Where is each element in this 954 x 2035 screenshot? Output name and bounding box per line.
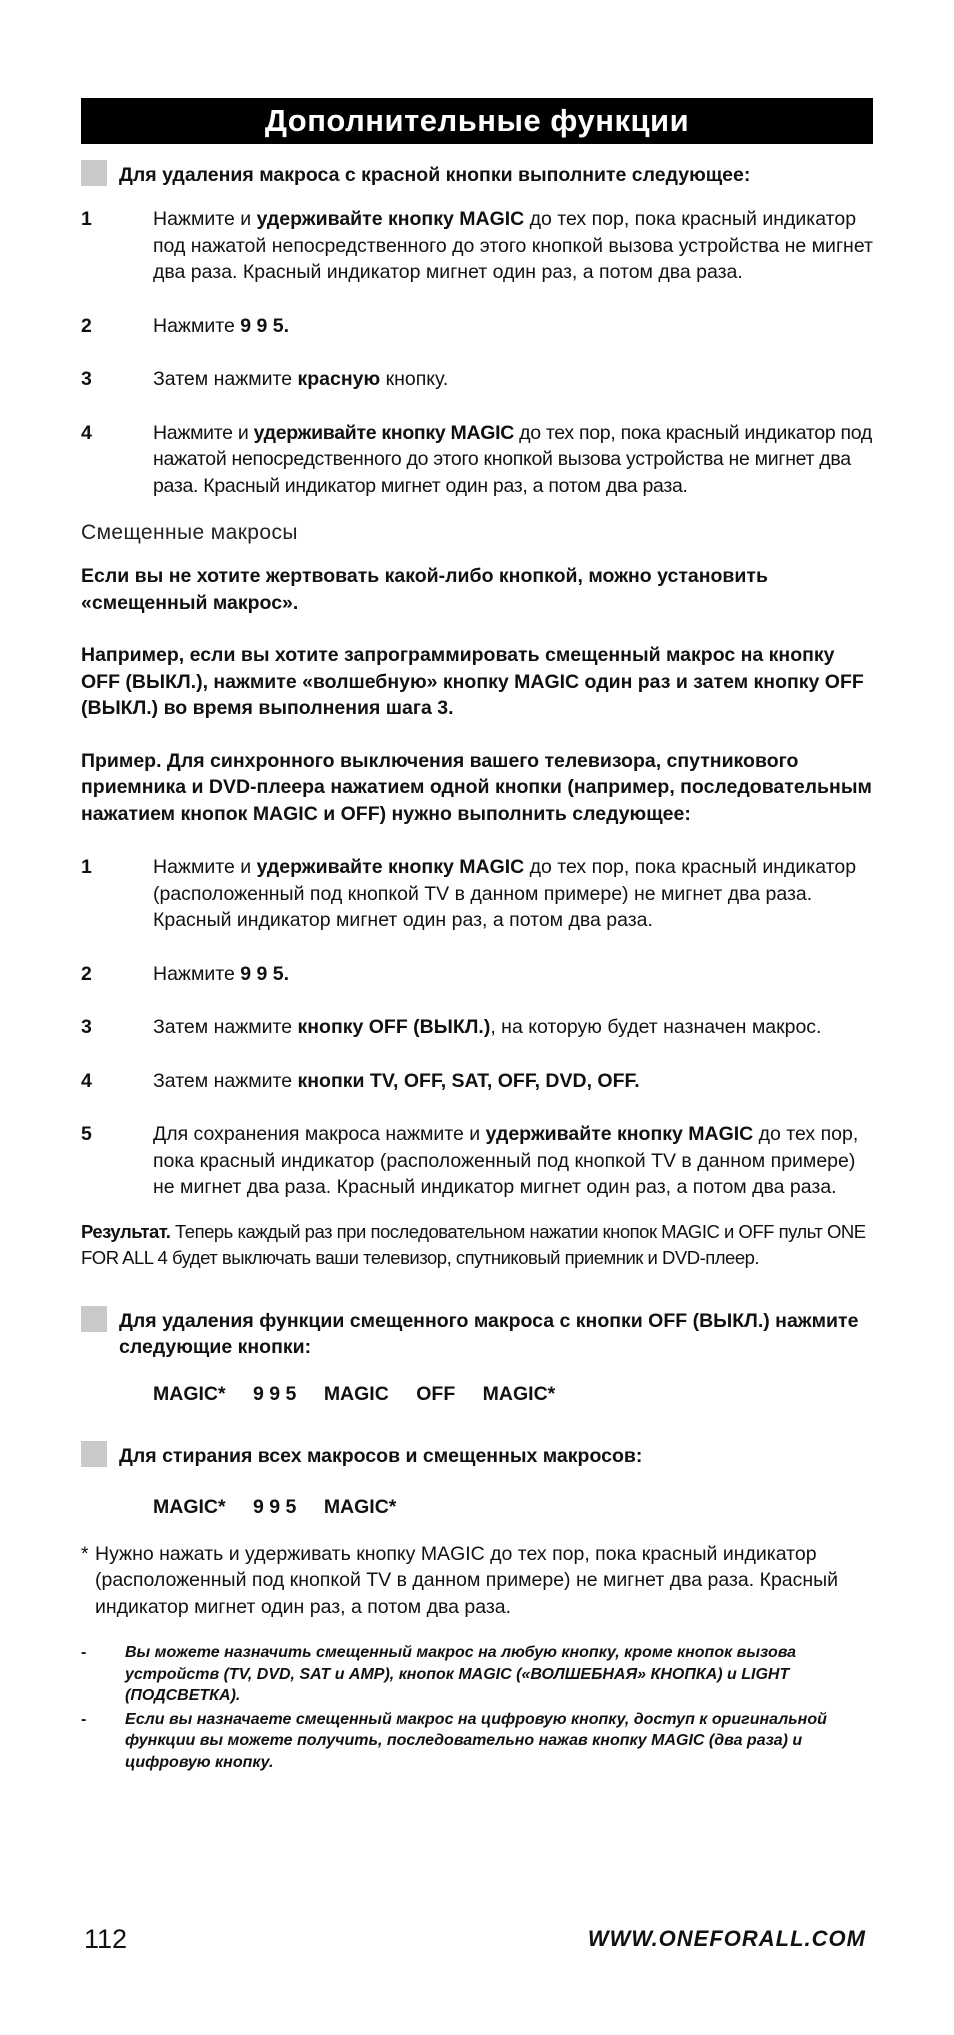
tip-item: - Вы можете назначить смещенный макрос на любую кнопку, кроме кнопок вызова устройств (TV, DVD, SAT и AMP), кнопок MAGIC («ВОЛШЕБНАЯ» КНОПКА) и LIGHT (ПОДСВЕТКА). [81, 1644, 797, 1704]
erase-all-heading: Для стирания всех макросов и смещенных макросов: [81, 1443, 873, 1469]
tips-list [81, 1642, 873, 1773]
sequence-key: 9 9 5 [253, 1495, 297, 1518]
result-paragraph [81, 1219, 873, 1271]
square-bullet-icon [81, 1441, 107, 1467]
section-banner [81, 98, 873, 144]
sequence-key: MAGIC* [153, 1382, 226, 1405]
result-text: Теперь каждый раз при последовательном нажатии кнопок MAGIC и OFF пульт ONE FOR ALL 4 будет выключать ваши телевизор, спутниковый приемник и DVD-плеер. [81, 1220, 866, 1268]
step-item: 5 Для сохранения макроса нажмите и удерживайте кнопку MAGIC до тех пор, пока красный индикатор (расположенный под кнопкой TV в данном примере) не мигнет два раза. Красный индикатор мигнет один раз, а потом два раза. [81, 1123, 859, 1198]
delete-red-heading: Для удаления макроса с красной кнопки выполните следующее: [81, 162, 873, 188]
step-item: 4 Нажмите и удерживайте кнопку MAGIC до тех пор, пока красный индикатор под нажатой непосредственного до этого кнопкой вызова устройства не мигнет два раза. Красный индикатор мигнет один раз, а потом два раза. [81, 421, 872, 497]
sequence-key: MAGIC* [153, 1495, 226, 1518]
step-item: 1 Нажмите и удерживайте кнопку MAGIC до тех пор, пока красный индикатор под нажатой непосредственного до этого кнопкой вызова устройства не мигнет два раза. Красный индикатор мигнет один раз, а потом два раза. [81, 208, 873, 283]
sequence-key: OFF [416, 1382, 456, 1405]
sequence-key: MAGIC* [323, 1495, 397, 1518]
erase-all-sequence [81, 1496, 873, 1519]
square-bullet-icon [81, 1306, 107, 1332]
page-number: 112 [84, 1924, 128, 1954]
shifted-steps [81, 854, 873, 1201]
section-subtitle: Смещенные макросы [81, 521, 298, 544]
example-paragraph-2: Пример. Для синхронного выключения вашего телевизора, спутникового приемника и DVD-плеера нажатием одной кнопки (например, последовательным нажатием кнопок MAGIC и OFF) нужно выполнить следующее: [81, 749, 872, 825]
step-item: 2 Нажмите 9 9 5. [81, 962, 290, 985]
result-label: Результат. [81, 1220, 171, 1242]
step-item: 3 Затем нажмите кнопку OFF (ВЫКЛ.), на которую будет назначен макрос. [81, 1016, 822, 1038]
step-item: 3 Затем нажмите красную кнопку. [81, 368, 449, 390]
sequence-key: 9 9 5 [253, 1382, 297, 1405]
footnote [81, 1541, 873, 1621]
square-bullet-icon [81, 160, 107, 186]
footnote-asterisk: * [81, 1542, 89, 1565]
step-item: 1 Нажмите и удерживайте кнопку MAGIC до тех пор, пока красный индикатор (расположенный под кнопкой TV в данном примере) не мигнет два раза. Красный индикатор мигнет один раз, а потом два раза. [81, 856, 857, 931]
delete-red-steps [81, 206, 873, 499]
delete-shift-heading: Для удаления функции смещенного макроса с кнопки OFF (ВЫКЛ.) нажмите следующие кнопки: [81, 1308, 873, 1360]
example-paragraph: Например, если вы хотите запрограммировать смещенный макрос на кнопку OFF (ВЫКЛ.), нажмите «волшебную» кнопку MAGIC один раз и затем кнопку OFF (ВЫКЛ.) во время выполнения шага 3. [81, 644, 864, 719]
tip-item: - Если вы назначаете смещенный макрос на цифровую кнопку, доступ к оригинальной функции вы можете получить, последовательно нажав кнопку MAGIC (два раза) и цифровую кнопку. [81, 1710, 827, 1771]
delete-shift-sequence [81, 1383, 873, 1406]
footnote-text: Нужно нажать и удерживать кнопку MAGIC до тех пор, пока красный индикатор (расположенный под кнопкой TV в данном примере) не мигнет два раза. Красный индикатор мигнет один раз, а потом два раза. [95, 1542, 839, 1618]
footer-url: WWW.ONEFORALL.COM [587, 1926, 866, 1951]
manual-page [81, 98, 873, 1773]
sequence-key: MAGIC* [482, 1382, 556, 1405]
banner-title: Дополнительные функции [264, 103, 690, 138]
step-item: 2 Нажмите 9 9 5. [81, 314, 290, 337]
sequence-key: MAGIC [323, 1382, 389, 1405]
step-item: 4 Затем нажмите кнопки TV, OFF, SAT, OFF, DVD, OFF. [81, 1069, 640, 1092]
intro-paragraph: Если вы не хотите жертвовать какой-либо кнопкой, можно установить «смещенный макрос». [81, 565, 768, 614]
